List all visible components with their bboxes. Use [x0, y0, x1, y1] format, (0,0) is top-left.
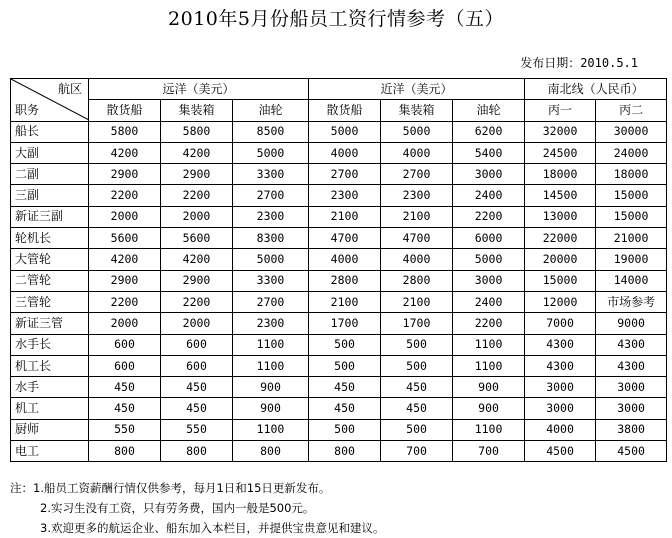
table-cell: 5600 — [161, 228, 233, 249]
table-cell: 5800 — [89, 121, 161, 142]
table-cell: 2300 — [381, 185, 453, 206]
table-cell: 21000 — [596, 228, 667, 249]
group-header-coastal: 南北线（人民币） — [525, 79, 667, 100]
table-cell: 3800 — [596, 419, 667, 440]
table-cell: 2100 — [381, 206, 453, 227]
row-role-cell: 电工 — [11, 441, 89, 462]
table-cell: 5400 — [453, 142, 525, 163]
table-cell: 24000 — [596, 142, 667, 163]
table-cell: 550 — [161, 419, 233, 440]
table-cell: 1100 — [233, 355, 309, 376]
table-cell: 市场参考 — [596, 291, 667, 312]
table-cell: 450 — [309, 398, 381, 419]
table-cell: 450 — [381, 398, 453, 419]
table-cell: 4000 — [525, 419, 596, 440]
table-cell: 2400 — [453, 185, 525, 206]
table-cell: 2300 — [233, 206, 309, 227]
table-cell: 900 — [233, 398, 309, 419]
table-cell: 500 — [309, 419, 381, 440]
table-cell: 3000 — [525, 398, 596, 419]
subheader-cell: 集装箱 — [161, 100, 233, 121]
table-cell: 2700 — [233, 185, 309, 206]
table-row — [11, 121, 667, 142]
table-cell: 700 — [453, 441, 525, 462]
table-cell: 14000 — [596, 270, 667, 291]
table-cell: 2900 — [89, 164, 161, 185]
row-role-cell: 水手长 — [11, 334, 89, 355]
table-cell: 2000 — [89, 313, 161, 334]
corner-label-route: 航区 — [57, 82, 82, 96]
table-cell: 800 — [233, 441, 309, 462]
table-cell: 800 — [161, 441, 233, 462]
table-cell: 2100 — [309, 206, 381, 227]
row-role-cell: 新证三副 — [11, 206, 89, 227]
table-cell: 4200 — [161, 142, 233, 163]
table-cell: 13000 — [525, 206, 596, 227]
group-header-ocean: 远洋（美元） — [89, 79, 309, 100]
row-role-cell: 三管轮 — [11, 291, 89, 312]
table-cell: 1100 — [453, 334, 525, 355]
table-cell: 14500 — [525, 185, 596, 206]
table-cell: 500 — [381, 355, 453, 376]
table-cell: 600 — [89, 334, 161, 355]
table-cell: 19000 — [596, 249, 667, 270]
table-row — [11, 270, 667, 291]
table-row — [11, 355, 667, 376]
publish-date-value: 2010.5.1 — [580, 56, 638, 70]
wage-table — [10, 78, 667, 462]
table-cell: 450 — [161, 377, 233, 398]
row-role-cell: 二管轮 — [11, 270, 89, 291]
row-role-cell: 大管轮 — [11, 249, 89, 270]
table-row — [11, 206, 667, 227]
subheader-cell: 集装箱 — [381, 100, 453, 121]
table-cell: 500 — [381, 419, 453, 440]
table-cell: 4500 — [525, 441, 596, 462]
table-cell: 5800 — [161, 121, 233, 142]
table-cell: 2700 — [309, 164, 381, 185]
table-cell: 9000 — [596, 313, 667, 334]
table-cell: 18000 — [525, 164, 596, 185]
table-cell: 4200 — [89, 249, 161, 270]
table-cell: 4000 — [309, 142, 381, 163]
table-cell: 2200 — [89, 291, 161, 312]
table-cell: 2200 — [89, 185, 161, 206]
publish-date — [520, 54, 638, 71]
table-cell: 2900 — [161, 164, 233, 185]
table-cell: 12000 — [525, 291, 596, 312]
table-cell: 2200 — [161, 291, 233, 312]
table-cell: 2900 — [161, 270, 233, 291]
table-cell: 4700 — [309, 228, 381, 249]
table-cell: 6000 — [453, 228, 525, 249]
table-cell: 2400 — [453, 291, 525, 312]
table-cell: 4300 — [596, 355, 667, 376]
table-cell: 2000 — [161, 313, 233, 334]
table-cell: 18000 — [596, 164, 667, 185]
table-cell: 3300 — [233, 164, 309, 185]
table-row — [11, 142, 667, 163]
table-cell: 800 — [89, 441, 161, 462]
table-cell: 4300 — [525, 355, 596, 376]
table-cell: 900 — [453, 398, 525, 419]
row-role-cell: 水手 — [11, 377, 89, 398]
table-cell: 2000 — [89, 206, 161, 227]
table-cell: 24500 — [525, 142, 596, 163]
table-cell: 1100 — [453, 355, 525, 376]
table-row — [11, 228, 667, 249]
table-cell: 3000 — [596, 398, 667, 419]
table-cell: 3000 — [453, 164, 525, 185]
table-cell: 5000 — [233, 142, 309, 163]
table-cell: 32000 — [525, 121, 596, 142]
table-row — [11, 334, 667, 355]
table-cell: 2200 — [161, 185, 233, 206]
table-cell: 4000 — [381, 142, 453, 163]
subheader-cell: 丙二 — [596, 100, 667, 121]
table-cell: 2800 — [309, 270, 381, 291]
table-cell: 450 — [89, 398, 161, 419]
table-cell: 1100 — [233, 419, 309, 440]
table-cell: 500 — [309, 355, 381, 376]
table-cell: 1700 — [381, 313, 453, 334]
table-cell: 2300 — [233, 313, 309, 334]
table-cell: 450 — [161, 398, 233, 419]
row-role-cell: 二副 — [11, 164, 89, 185]
table-cell: 2000 — [161, 206, 233, 227]
table-cell: 2700 — [233, 291, 309, 312]
sub-header-row — [11, 100, 667, 121]
table-row — [11, 164, 667, 185]
table-row — [11, 377, 667, 398]
table-cell: 2200 — [453, 313, 525, 334]
table-cell: 1700 — [309, 313, 381, 334]
table-cell: 1100 — [453, 419, 525, 440]
table-row — [11, 185, 667, 206]
subheader-cell: 油轮 — [453, 100, 525, 121]
subheader-cell: 散货船 — [89, 100, 161, 121]
table-cell: 8500 — [233, 121, 309, 142]
table-cell: 900 — [233, 377, 309, 398]
table-cell: 2900 — [89, 270, 161, 291]
wage-table-body — [11, 121, 667, 462]
table-cell: 15000 — [525, 270, 596, 291]
table-cell: 500 — [309, 334, 381, 355]
table-cell: 4300 — [596, 334, 667, 355]
row-role-cell: 三副 — [11, 185, 89, 206]
table-cell: 2200 — [453, 206, 525, 227]
row-role-cell: 机工长 — [11, 355, 89, 376]
subheader-cell: 油轮 — [233, 100, 309, 121]
table-cell: 4200 — [161, 249, 233, 270]
table-row — [11, 313, 667, 334]
table-cell: 600 — [89, 355, 161, 376]
table-cell: 3000 — [453, 270, 525, 291]
table-row — [11, 291, 667, 312]
publish-date-label: 发布日期： — [520, 56, 581, 70]
table-cell: 450 — [381, 377, 453, 398]
table-cell: 700 — [381, 441, 453, 462]
table-cell: 15000 — [596, 185, 667, 206]
table-cell: 3300 — [233, 270, 309, 291]
table-cell: 15000 — [596, 206, 667, 227]
row-role-cell: 大副 — [11, 142, 89, 163]
group-header-near-sea: 近洋（美元） — [309, 79, 525, 100]
table-cell: 900 — [453, 377, 525, 398]
table-cell: 2100 — [309, 291, 381, 312]
table-cell: 4000 — [309, 249, 381, 270]
table-cell: 22000 — [525, 228, 596, 249]
corner-label-position: 职务 — [15, 102, 40, 117]
table-row — [11, 419, 667, 440]
corner-header-cell — [11, 79, 89, 122]
table-cell: 450 — [89, 377, 161, 398]
table-cell: 3000 — [596, 377, 667, 398]
row-role-cell: 厨师 — [11, 419, 89, 440]
table-cell: 2300 — [309, 185, 381, 206]
table-cell: 2800 — [381, 270, 453, 291]
table-cell: 4000 — [381, 249, 453, 270]
table-cell: 600 — [161, 355, 233, 376]
footnote-2: 2.实习生没有工资，只有劳务费，国内一般是500元。 — [40, 501, 315, 515]
subheader-cell: 丙一 — [525, 100, 596, 121]
table-cell: 20000 — [525, 249, 596, 270]
table-row — [11, 398, 667, 419]
table-cell: 8300 — [233, 228, 309, 249]
group-header-row — [11, 79, 667, 100]
table-cell: 4700 — [381, 228, 453, 249]
subheader-cell: 散货船 — [309, 100, 381, 121]
footnote-1: 注：1.船员工资薪酬行情仅供参考，每月1日和15日更新发布。 — [10, 481, 331, 495]
table-cell: 6200 — [453, 121, 525, 142]
table-cell: 450 — [309, 377, 381, 398]
table-cell: 2700 — [381, 164, 453, 185]
table-cell: 3000 — [525, 377, 596, 398]
table-row — [11, 441, 667, 462]
table-cell: 30000 — [596, 121, 667, 142]
row-role-cell: 机工 — [11, 398, 89, 419]
table-cell: 800 — [309, 441, 381, 462]
table-cell: 500 — [381, 334, 453, 355]
footnote-3: 3.欢迎更多的航运企业、船东加入本栏目，并提供宝贵意见和建议。 — [40, 521, 385, 535]
table-cell: 4300 — [525, 334, 596, 355]
row-role-cell: 新证三管 — [11, 313, 89, 334]
table-cell: 5000 — [453, 249, 525, 270]
table-cell: 5000 — [233, 249, 309, 270]
table-cell: 600 — [161, 334, 233, 355]
table-cell: 1100 — [233, 334, 309, 355]
table-cell: 4500 — [596, 441, 667, 462]
footnotes — [10, 478, 384, 538]
table-cell: 550 — [89, 419, 161, 440]
row-role-cell: 船长 — [11, 121, 89, 142]
table-row — [11, 249, 667, 270]
table-cell: 2100 — [381, 291, 453, 312]
row-role-cell: 轮机长 — [11, 228, 89, 249]
table-cell: 5600 — [89, 228, 161, 249]
table-cell: 7000 — [525, 313, 596, 334]
table-cell: 5000 — [309, 121, 381, 142]
table-cell: 5000 — [381, 121, 453, 142]
table-cell: 4200 — [89, 142, 161, 163]
page-title: 2010年5月份船员工资行情参考（五） — [168, 8, 504, 30]
